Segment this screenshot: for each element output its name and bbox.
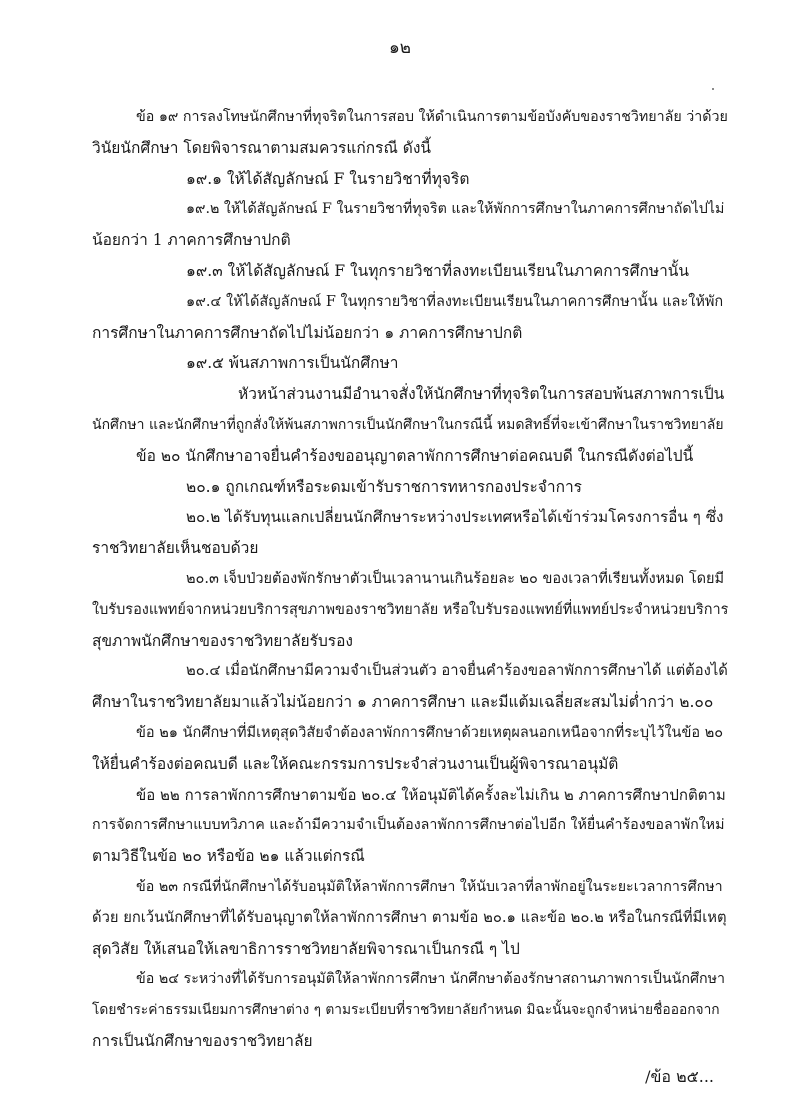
text-line: ๒๐.๑ ถูกเกณฑ์หรือระดมเข้ารับราชการทหารกองประจำการ (186, 477, 582, 496)
text-line: ข้อ ๒๐ นักศึกษาอาจยื่นคำร้องขออนุญาตลาพักการศึกษาต่อคณบดี ในกรณีดังต่อไปนี้ (136, 446, 694, 465)
text-line: วินัยนักศึกษา โดยพิจารณาตามสมควรแก่กรณี ดังนี้ (92, 138, 432, 157)
text-line: การจัดการศึกษาแบบทวิภาค และถ้ามีความจำเป็นต้องลาพักการศึกษาต่อไปอีก ให้ยื่นคำร้องขอลาพักใหม่ (92, 817, 725, 834)
text-line: ให้ยื่นคำร้องต่อคณบดี และให้คณะกรรมการประจำส่วนงานเป็นผู้พิจารณาอนุมัติ (92, 754, 619, 773)
text-line: ๒๐.๓ เจ็บป่วยต้องพักรักษาตัวเป็นเวลานานเกินร้อยละ ๒๐ ของเวลาที่เรียนทั้งหมด โดยมี (186, 571, 725, 587)
text-line: ตามวิธีในข้อ ๒๐ หรือข้อ ๒๑ แล้วแต่กรณี (92, 847, 365, 866)
text-line: ด้วย ยกเว้นนักศึกษาที่ได้รับอนุญาตให้ลาพักการศึกษา ตามข้อ ๒๐.๑ และข้อ ๒๐.๒ หรือในกรณีที่มีเหตุ (92, 908, 727, 926)
page-number: ๑๒ (389, 38, 411, 58)
continuation-reference: /ข้อ ๒๕... (645, 1067, 714, 1086)
text-line: หัวหน้าส่วนงานมีอำนาจสั่งให้นักศึกษาที่ทุจริตในการสอบพ้นสภาพการเป็น (238, 385, 725, 404)
text-line: ๒๐.๒ ได้รับทุนแลกเปลี่ยนนักศึกษาระหว่างประเทศหรือได้เข้าร่วมโครงการอื่น ๆ ซึ่ง (186, 508, 724, 527)
scan-speck (712, 88, 714, 90)
text-line: ๑๙.๒ ให้ได้สัญลักษณ์ F ในรายวิชาที่ทุจริต และให้พักการศึกษาในภาคการศึกษาถัดไปไม่ (186, 201, 725, 218)
text-line: ราชวิทยาลัยเห็นชอบด้วย (92, 539, 259, 558)
text-line: ใบรับรองแพทย์จากหน่วยบริการสุขภาพของราชวิทยาลัย หรือใบรับรองแพทย์ที่แพทย์ประจำหน่วยบริการ (92, 601, 729, 618)
text-line: สุดวิสัย ให้เสนอให้เลขาธิการราชวิทยาลัยพิจารณาเป็นกรณี ๆ ไป (92, 939, 520, 958)
text-line: ๑๙.๓ ให้ได้สัญลักษณ์ F ในทุกรายวิชาที่ลงทะเบียนเรียนในภาคการศึกษานั้น (186, 262, 689, 280)
text-line: ข้อ ๒๑ นักศึกษาที่มีเหตุสุดวิสัยจำต้องลาพักการศึกษาด้วยเหตุผลนอกเหนือจากที่ระบุไว้ในข้อ ๒๐ (136, 725, 724, 741)
text-line: ๑๙.๔ ให้ได้สัญลักษณ์ F ในทุกรายวิชาที่ลงทะเบียนเรียนในภาคการศึกษานั้น และให้พัก (186, 293, 724, 310)
text-line: ข้อ ๒๓ กรณีที่นักศึกษาได้รับอนุมัติให้ลาพักการศึกษา ให้นับเวลาที่ลาพักอยู่ในระยะเวลาการศึกษา (136, 879, 723, 895)
text-line: นักศึกษา และนักศึกษาที่ถูกสั่งให้พ้นสภาพการเป็นนักศึกษาในกรณีนี้ หมดสิทธิ์ที่จะเข้าศึกษาในราชวิทยาลัย (92, 417, 724, 433)
text-line: สุขภาพนักศึกษาของราชวิทยาลัยรับรอง (92, 631, 353, 650)
text-line: ข้อ ๑๙ การลงโทษนักศึกษาที่ทุจริตในการสอบ ให้ดำเนินการตามข้อบังคับของราชวิทยาลัย ว่าด้วย (136, 109, 728, 125)
text-line: ๑๙.๑ ให้ได้สัญลักษณ์ F ในรายวิชาที่ทุจริต (186, 169, 470, 188)
text-line: การศึกษาในภาคการศึกษาถัดไปไม่น้อยกว่า ๑ ภาคการศึกษาปกติ (92, 323, 523, 342)
text-line: ๑๙.๕ พ้นสภาพการเป็นนักศึกษา (186, 354, 399, 373)
text-line: การเป็นนักศึกษาของราชวิทยาลัย (92, 1032, 313, 1050)
text-line: ข้อ ๒๒ การลาพักการศึกษาตามข้อ ๒๐.๔ ให้อนุมัติได้ครั้งละไม่เกิน ๒ ภาคการศึกษาปกติตาม (136, 785, 726, 804)
text-line: ศึกษาในราชวิทยาลัยมาแล้วไม่น้อยกว่า ๑ ภาคการศึกษา และมีแต้มเฉลี่ยสะสมไม่ต่ำกว่า ๒.๐๐ (92, 693, 714, 712)
text-line: ๒๐.๔ เมื่อนักศึกษามีความจำเป็นส่วนตัว อาจยื่นคำร้องขอลาพักการศึกษาได้ แต่ต้องได้ (186, 662, 728, 680)
text-line: น้อยกว่า 1 ภาคการศึกษาปกติ (92, 231, 291, 250)
text-line: ข้อ ๒๔ ระหว่างที่ได้รับการอนุมัติให้ลาพักการศึกษา นักศึกษาต้องรักษาสถานภาพการเป็นนักศึกษา (136, 971, 726, 988)
text-line: โดยชำระค่าธรรมเนียมการศึกษาต่าง ๆ ตามระเบียบที่ราชวิทยาลัยกำหนด มิฉะนั้นจะถูกจำหน่ายชื่อออกจาก (92, 1002, 720, 1019)
